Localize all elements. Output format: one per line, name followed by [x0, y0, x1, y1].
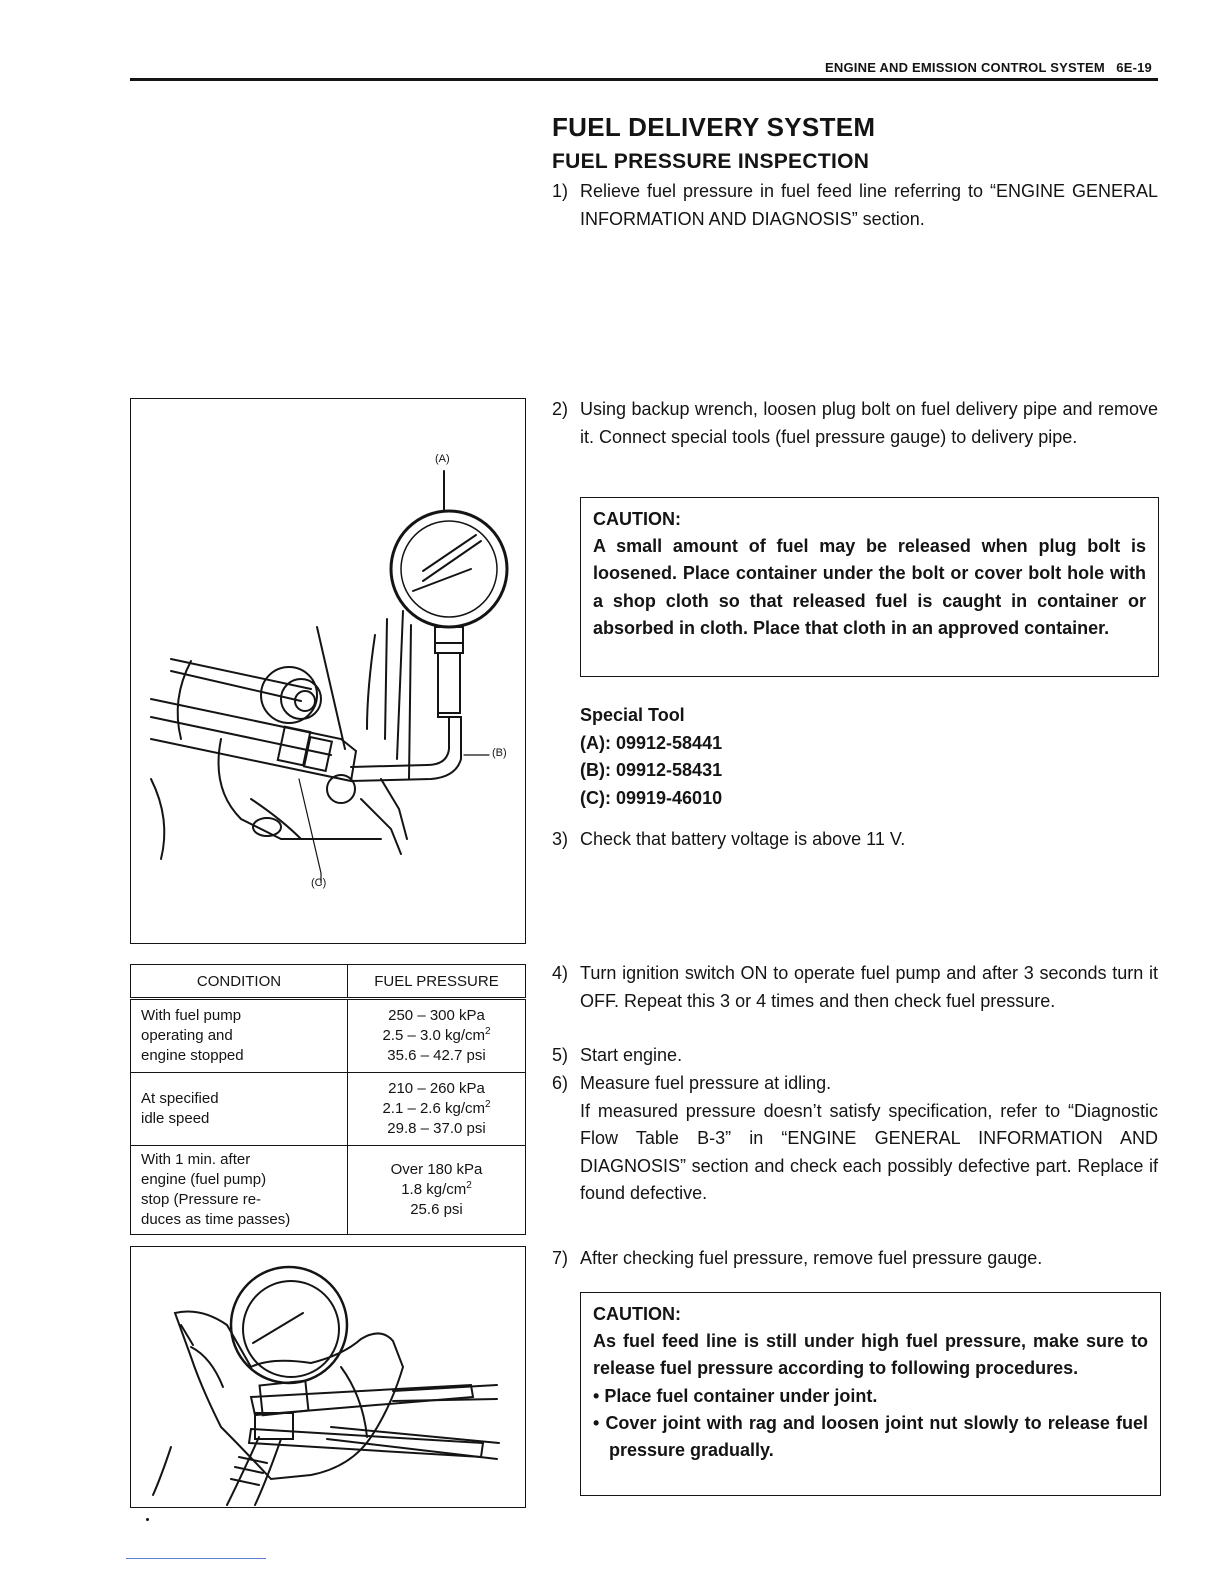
- step-7: [552, 1245, 1158, 1273]
- cell-line: [348, 1026, 525, 1046]
- caution-box-release-pressure: [580, 1292, 1161, 1496]
- fuel-pressure-spec-table: [130, 964, 526, 1235]
- step-6: [552, 1070, 1158, 1208]
- step-3: [552, 826, 1158, 854]
- step-number: 4): [552, 963, 569, 983]
- cell-line: stop (Pressure re-: [141, 1191, 262, 1208]
- table-cell-condition: [131, 999, 348, 1073]
- page-title: FUEL DELIVERY SYSTEM: [552, 112, 876, 142]
- cell-line: At specified: [141, 1090, 219, 1107]
- header-page-number: 6E-19: [1116, 60, 1152, 75]
- step-text: Relieve fuel pressure in fuel feed line referring to “ENGINE GENERAL INFORMATION AND DIAGNOSIS” section.: [580, 181, 1158, 229]
- figure-gauge-installation: [130, 398, 526, 944]
- superscript: 2: [466, 1180, 472, 1191]
- cell-text: 1.8 kg/cm: [401, 1181, 467, 1198]
- superscript: 2: [485, 1026, 491, 1037]
- running-header: [825, 60, 1152, 75]
- cell-line: engine (fuel pump): [141, 1171, 267, 1188]
- footer-rule: [126, 1558, 266, 1559]
- bullet-text: Cover joint with rag and loosen joint nut slowly to release fuel pressure gradually.: [605, 1412, 1148, 1461]
- cell-text: 2.1 – 2.6 kg/cm: [382, 1100, 485, 1117]
- table-row: [131, 1073, 526, 1146]
- table-header-condition: CONDITION: [131, 965, 348, 999]
- caution-title: CAUTION:: [593, 1304, 681, 1324]
- caution-bullet: • Cover joint with rag and loosen joint nut slowly to release fuel pressure gradually.: [593, 1412, 1148, 1461]
- title-block: [552, 112, 1158, 143]
- step-text: After checking fuel pressure, remove fuel pressure gauge.: [580, 1248, 1043, 1268]
- caution-title: CAUTION:: [593, 509, 681, 529]
- gauge-needle: [253, 1313, 303, 1343]
- step-number: 5): [552, 1045, 569, 1065]
- bullet-text: Place fuel container under joint.: [604, 1385, 878, 1406]
- page-speck: [146, 1518, 149, 1521]
- table-cell-condition: [131, 1073, 348, 1146]
- step-number: 1): [552, 181, 569, 201]
- special-tool-list: [580, 702, 722, 812]
- header-section-title: ENGINE AND EMISSION CONTROL SYSTEM: [825, 60, 1105, 75]
- table-cell-condition: [131, 1146, 348, 1235]
- figure-label-a: (A): [435, 453, 450, 465]
- step-text: Check that battery voltage is above 11 V.: [580, 829, 906, 849]
- cell-line: engine stopped: [141, 1047, 244, 1064]
- step-number: 3): [552, 829, 569, 849]
- gauge-dial: [231, 1267, 347, 1383]
- superscript: 2: [485, 1099, 491, 1110]
- cell-line: [348, 1180, 525, 1200]
- caution-text: A small amount of fuel may be released when plug bolt is loosened. Place container under the bolt or cover bolt hole with a shop cloth so that released fuel is caught in container or absorbed in cloth. Place that cloth in an approved container.: [593, 536, 1146, 638]
- cell-line: 35.6 – 42.7 psi: [387, 1047, 486, 1064]
- step-6-note: If measured pressure doesn’t satisfy specification, refer to “Diagnostic Flow Table B-3” in “ENGINE GENERAL INFORMATION AND DIAGNOSIS” section and check each possibly defective part. Replace if found defective.: [580, 1100, 1158, 1203]
- step-4: [552, 960, 1158, 1015]
- gauge-dial: [391, 511, 507, 627]
- gauge-installation-illustration: [131, 399, 524, 942]
- table-cell-pressure: [348, 1146, 526, 1235]
- step-5: [552, 1042, 1158, 1070]
- special-tool-c: (C): 09919-46010: [580, 787, 723, 808]
- caution-bullet: • Place fuel container under joint.: [593, 1385, 878, 1406]
- step-text: Using backup wrench, loosen plug bolt on fuel delivery pipe and remove it. Connect special tools (fuel pressure gauge) to delivery pipe.: [580, 399, 1158, 447]
- table-row: [131, 999, 526, 1073]
- cell-line: With fuel pump: [141, 1007, 242, 1024]
- step-1: [552, 178, 1158, 233]
- caution-text: As fuel feed line is still under high fuel pressure, make sure to release fuel pressure according to following procedures.: [593, 1331, 1148, 1379]
- table-cell-pressure: [348, 999, 526, 1073]
- special-tool-b: (B): 09912-58431: [580, 760, 723, 780]
- special-tool-title: Special Tool: [580, 705, 685, 725]
- cell-line: [348, 1099, 525, 1119]
- figure-release-pressure: [130, 1246, 526, 1508]
- section-subtitle: FUEL PRESSURE INSPECTION: [552, 150, 870, 173]
- table-row: [131, 1146, 526, 1235]
- step-number: 7): [552, 1248, 569, 1268]
- subtitle-block: [552, 150, 1158, 174]
- header-rule: [130, 78, 1158, 81]
- cell-text: 2.5 – 3.0 kg/cm: [382, 1027, 485, 1044]
- cell-line: Over 180 kPa: [390, 1161, 483, 1178]
- step-number: 2): [552, 399, 569, 419]
- figure-label-b: (B): [492, 747, 507, 759]
- gauge-needle: [423, 541, 481, 581]
- cell-line: duces as time passes): [141, 1211, 291, 1228]
- leader-line-c: [299, 779, 321, 873]
- table-header-row: [131, 965, 526, 999]
- step-text: Start engine.: [580, 1045, 683, 1065]
- step-number: 6): [552, 1073, 569, 1093]
- cell-line: 210 – 260 kPa: [388, 1080, 485, 1097]
- special-tool-a: (A): 09912-58441: [580, 732, 723, 753]
- step-2: [552, 396, 1158, 451]
- cell-line: 250 – 300 kPa: [388, 1007, 485, 1024]
- cell-line: With 1 min. after: [141, 1151, 251, 1168]
- cell-line: 25.6 psi: [410, 1201, 463, 1218]
- release-pressure-illustration: [131, 1247, 524, 1506]
- joint-nut: [260, 1381, 309, 1416]
- cell-line: idle speed: [141, 1110, 210, 1127]
- table-header-fuel-pressure: FUEL PRESSURE: [348, 965, 526, 999]
- table-cell-pressure: [348, 1073, 526, 1146]
- step-text: Turn ignition switch ON to operate fuel pump and after 3 seconds turn it OFF. Repeat this 3 or 4 times and then check fuel pressure.: [580, 963, 1158, 1011]
- figure-label-c: (C): [311, 877, 327, 889]
- caution-box-plug-bolt: [580, 497, 1159, 677]
- step-text: Measure fuel pressure at idling.: [580, 1073, 832, 1093]
- cell-line: operating and: [141, 1027, 233, 1044]
- cell-line: 29.8 – 37.0 psi: [387, 1120, 486, 1137]
